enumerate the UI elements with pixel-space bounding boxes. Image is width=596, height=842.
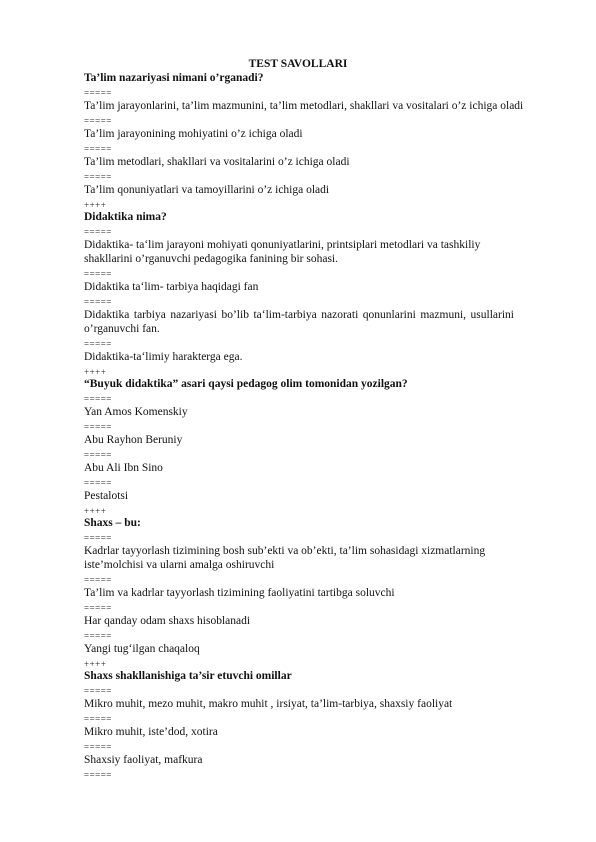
- separator-mark: =====: [84, 575, 112, 585]
- separator-mark: =====: [84, 631, 112, 641]
- separator-mark: =====: [84, 394, 112, 404]
- answer-option: Didaktika-ta‘limiy harakterga ega.: [84, 351, 243, 363]
- answer-option: Yangi tug‘ilgan chaqaloq: [84, 643, 200, 655]
- answer-option: Har qanday odam shaxs hisoblanadi: [84, 615, 251, 627]
- separator-mark: =====: [84, 742, 112, 752]
- answer-option: Mikro muhit, iste’dod, xotira: [84, 726, 218, 738]
- answer-option: Ta’lim metodlari, shakllari va vositalarini o’z ichiga oladi: [84, 156, 350, 168]
- separator-mark: ++++: [84, 367, 107, 377]
- separator-mark: =====: [84, 227, 112, 237]
- answer-option: Ta’lim va kadrlar tayyorlash tizimining faoliyatini tartibga soluvchi: [84, 587, 395, 599]
- separator-mark: =====: [84, 603, 112, 613]
- answer-option: Yan Amos Komenskiy: [84, 406, 188, 418]
- answer-option: Shaxsiy faoliyat, mafkura: [84, 754, 203, 766]
- answer-option: Kadrlar tayyorlash tizimining bosh sub’ekti va ob’ekti, ta’lim sohasidagi xizmatlarning iste’molchisi va ularni amalga oshiruvchi: [84, 545, 486, 571]
- answer-option: Ta’lim jarayonlarini, ta’lim mazmunini, ta’lim metodlari, shakllari va vositalari o’z ichiga oladi: [84, 100, 524, 112]
- separator-mark: =====: [84, 422, 112, 432]
- answer-option: Mikro muhit, mezo muhit, makro muhit , irsiyat, ta’lim-tarbiya, shaxsiy faoliyat: [84, 698, 453, 710]
- answer-option: Didaktika ta‘lim- tarbiya haqidagi fan: [84, 281, 259, 293]
- answer-option: Abu Ali Ibn Sino: [84, 462, 163, 474]
- answer-option: Pestalotsi: [84, 490, 129, 502]
- separator-mark: =====: [84, 339, 112, 349]
- separator-mark: =====: [84, 297, 112, 307]
- question-text: Ta’lim nazariyasi nimani o’rganadi?: [84, 72, 264, 84]
- answer-option: Didaktika- ta‘lim jarayoni mohiyati qonuniyatlarini, printsiplari metodlari va tashkiliy shakllarini o’rganuvchi pedagogika fanining bir sohasi.: [84, 239, 481, 265]
- answer-option: Didaktika tarbiya nazariyasi bo’lib ta‘lim-tarbiya nazorati qonunlarini mazmuni, usullarini o’rganuvchi fan.: [84, 309, 514, 335]
- separator-mark: =====: [84, 450, 112, 460]
- separator-mark: ++++: [84, 506, 107, 516]
- separator-mark: =====: [84, 714, 112, 724]
- separator-mark: =====: [84, 478, 112, 488]
- answer-option: Abu Rayhon Beruniy: [84, 434, 183, 446]
- separator-mark: ++++: [84, 200, 107, 210]
- separator-mark: =====: [84, 686, 112, 696]
- document-title: TEST SAVOLLARI: [248, 58, 348, 70]
- separator-mark: ++++: [84, 659, 107, 669]
- separator-mark: =====: [84, 533, 112, 543]
- separator-mark: =====: [84, 770, 112, 780]
- separator-mark: =====: [84, 172, 112, 182]
- question-text: Didaktika nima?: [84, 211, 167, 223]
- separator-mark: =====: [84, 144, 112, 154]
- question-text: “Buyuk didaktika” asari qaysi pedagog olim tomonidan yozilgan?: [84, 378, 408, 390]
- separator-mark: =====: [84, 269, 112, 279]
- question-text: Shaxs shakllanishiga ta’sir etuvchi omillar: [84, 670, 292, 682]
- separator-mark: =====: [84, 88, 112, 98]
- question-text: Shaxs – bu:: [84, 517, 141, 529]
- answer-option: Ta’lim qonuniyatlari va tamoyillarini o’z ichiga oladi: [84, 184, 330, 196]
- answer-option: Ta’lim jarayonining mohiyatini o’z ichiga oladi: [84, 128, 303, 140]
- separator-mark: =====: [84, 116, 112, 126]
